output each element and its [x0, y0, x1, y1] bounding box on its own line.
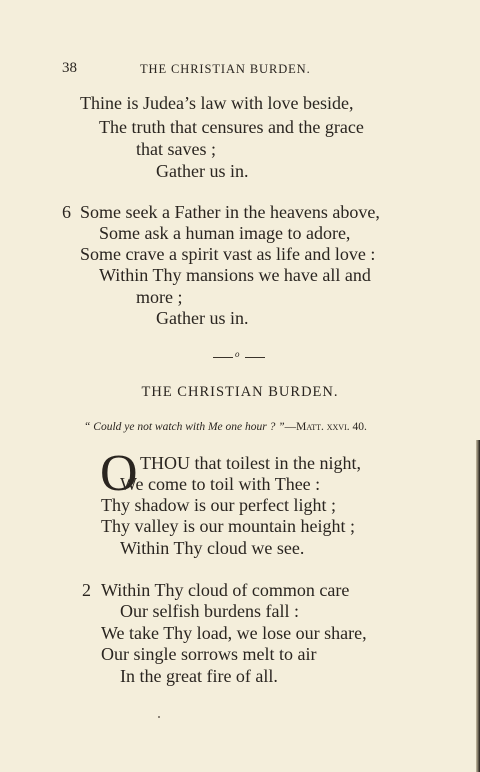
- poem-line: Within Thy cloud we see.: [120, 538, 305, 558]
- poem-line: We take Thy load, we lose our share,: [101, 623, 367, 643]
- page-edge-shadow: [476, 440, 480, 772]
- poem-line: Within Thy cloud of common care: [101, 580, 350, 600]
- poem-line: Thy shadow is our perfect light ;: [101, 495, 336, 515]
- epigraph-citation: —Matt. xxvi. 40.: [284, 421, 367, 433]
- drop-cap: O: [100, 445, 138, 502]
- poem-title: THE CHRISTIAN BURDEN.: [141, 384, 339, 400]
- paper-speck: [158, 716, 160, 718]
- poem-line: more ;: [136, 287, 183, 307]
- divider-rule: [245, 357, 265, 358]
- stanza-number: 2: [82, 580, 91, 600]
- poem-line: Our selfish burdens fall :: [120, 601, 299, 621]
- poem-line: Some ask a human image to adore,: [99, 223, 351, 243]
- poem-line: Some seek a Father in the heavens above,: [80, 202, 380, 222]
- section-divider: [213, 349, 265, 361]
- poem-line: Thine is Judea’s law with love beside,: [80, 93, 354, 113]
- poem-line: Some crave a spirit vast as life and love :: [80, 244, 376, 264]
- poem-line: Our single sorrows melt to air: [101, 644, 317, 664]
- page-header: [0, 60, 480, 80]
- epigraph: [84, 421, 367, 433]
- poem-line: The truth that censures and the grace: [99, 117, 364, 137]
- poem-line: THOU that toilest in the night,: [140, 453, 361, 473]
- poem-line: In the great fire of all.: [120, 666, 278, 686]
- divider-mark: o: [235, 349, 240, 359]
- poem-line-refrain: Gather us in.: [156, 308, 249, 328]
- epigraph-quote: “ Could ye not watch with Me one hour ? ”: [84, 421, 285, 433]
- divider-rule: [213, 357, 233, 358]
- page-number: 38: [62, 60, 77, 76]
- poem-line: Thy valley is our mountain height ;: [101, 516, 355, 536]
- poem-line: We come to toil with Thee :: [120, 474, 321, 494]
- poem-line-refrain: Gather us in.: [156, 161, 249, 181]
- poem-line: Within Thy mansions we have all and: [99, 265, 371, 285]
- running-head: THE CHRISTIAN BURDEN.: [140, 62, 311, 76]
- stanza-number: 6: [62, 202, 71, 222]
- poem-line: that saves ;: [136, 139, 216, 159]
